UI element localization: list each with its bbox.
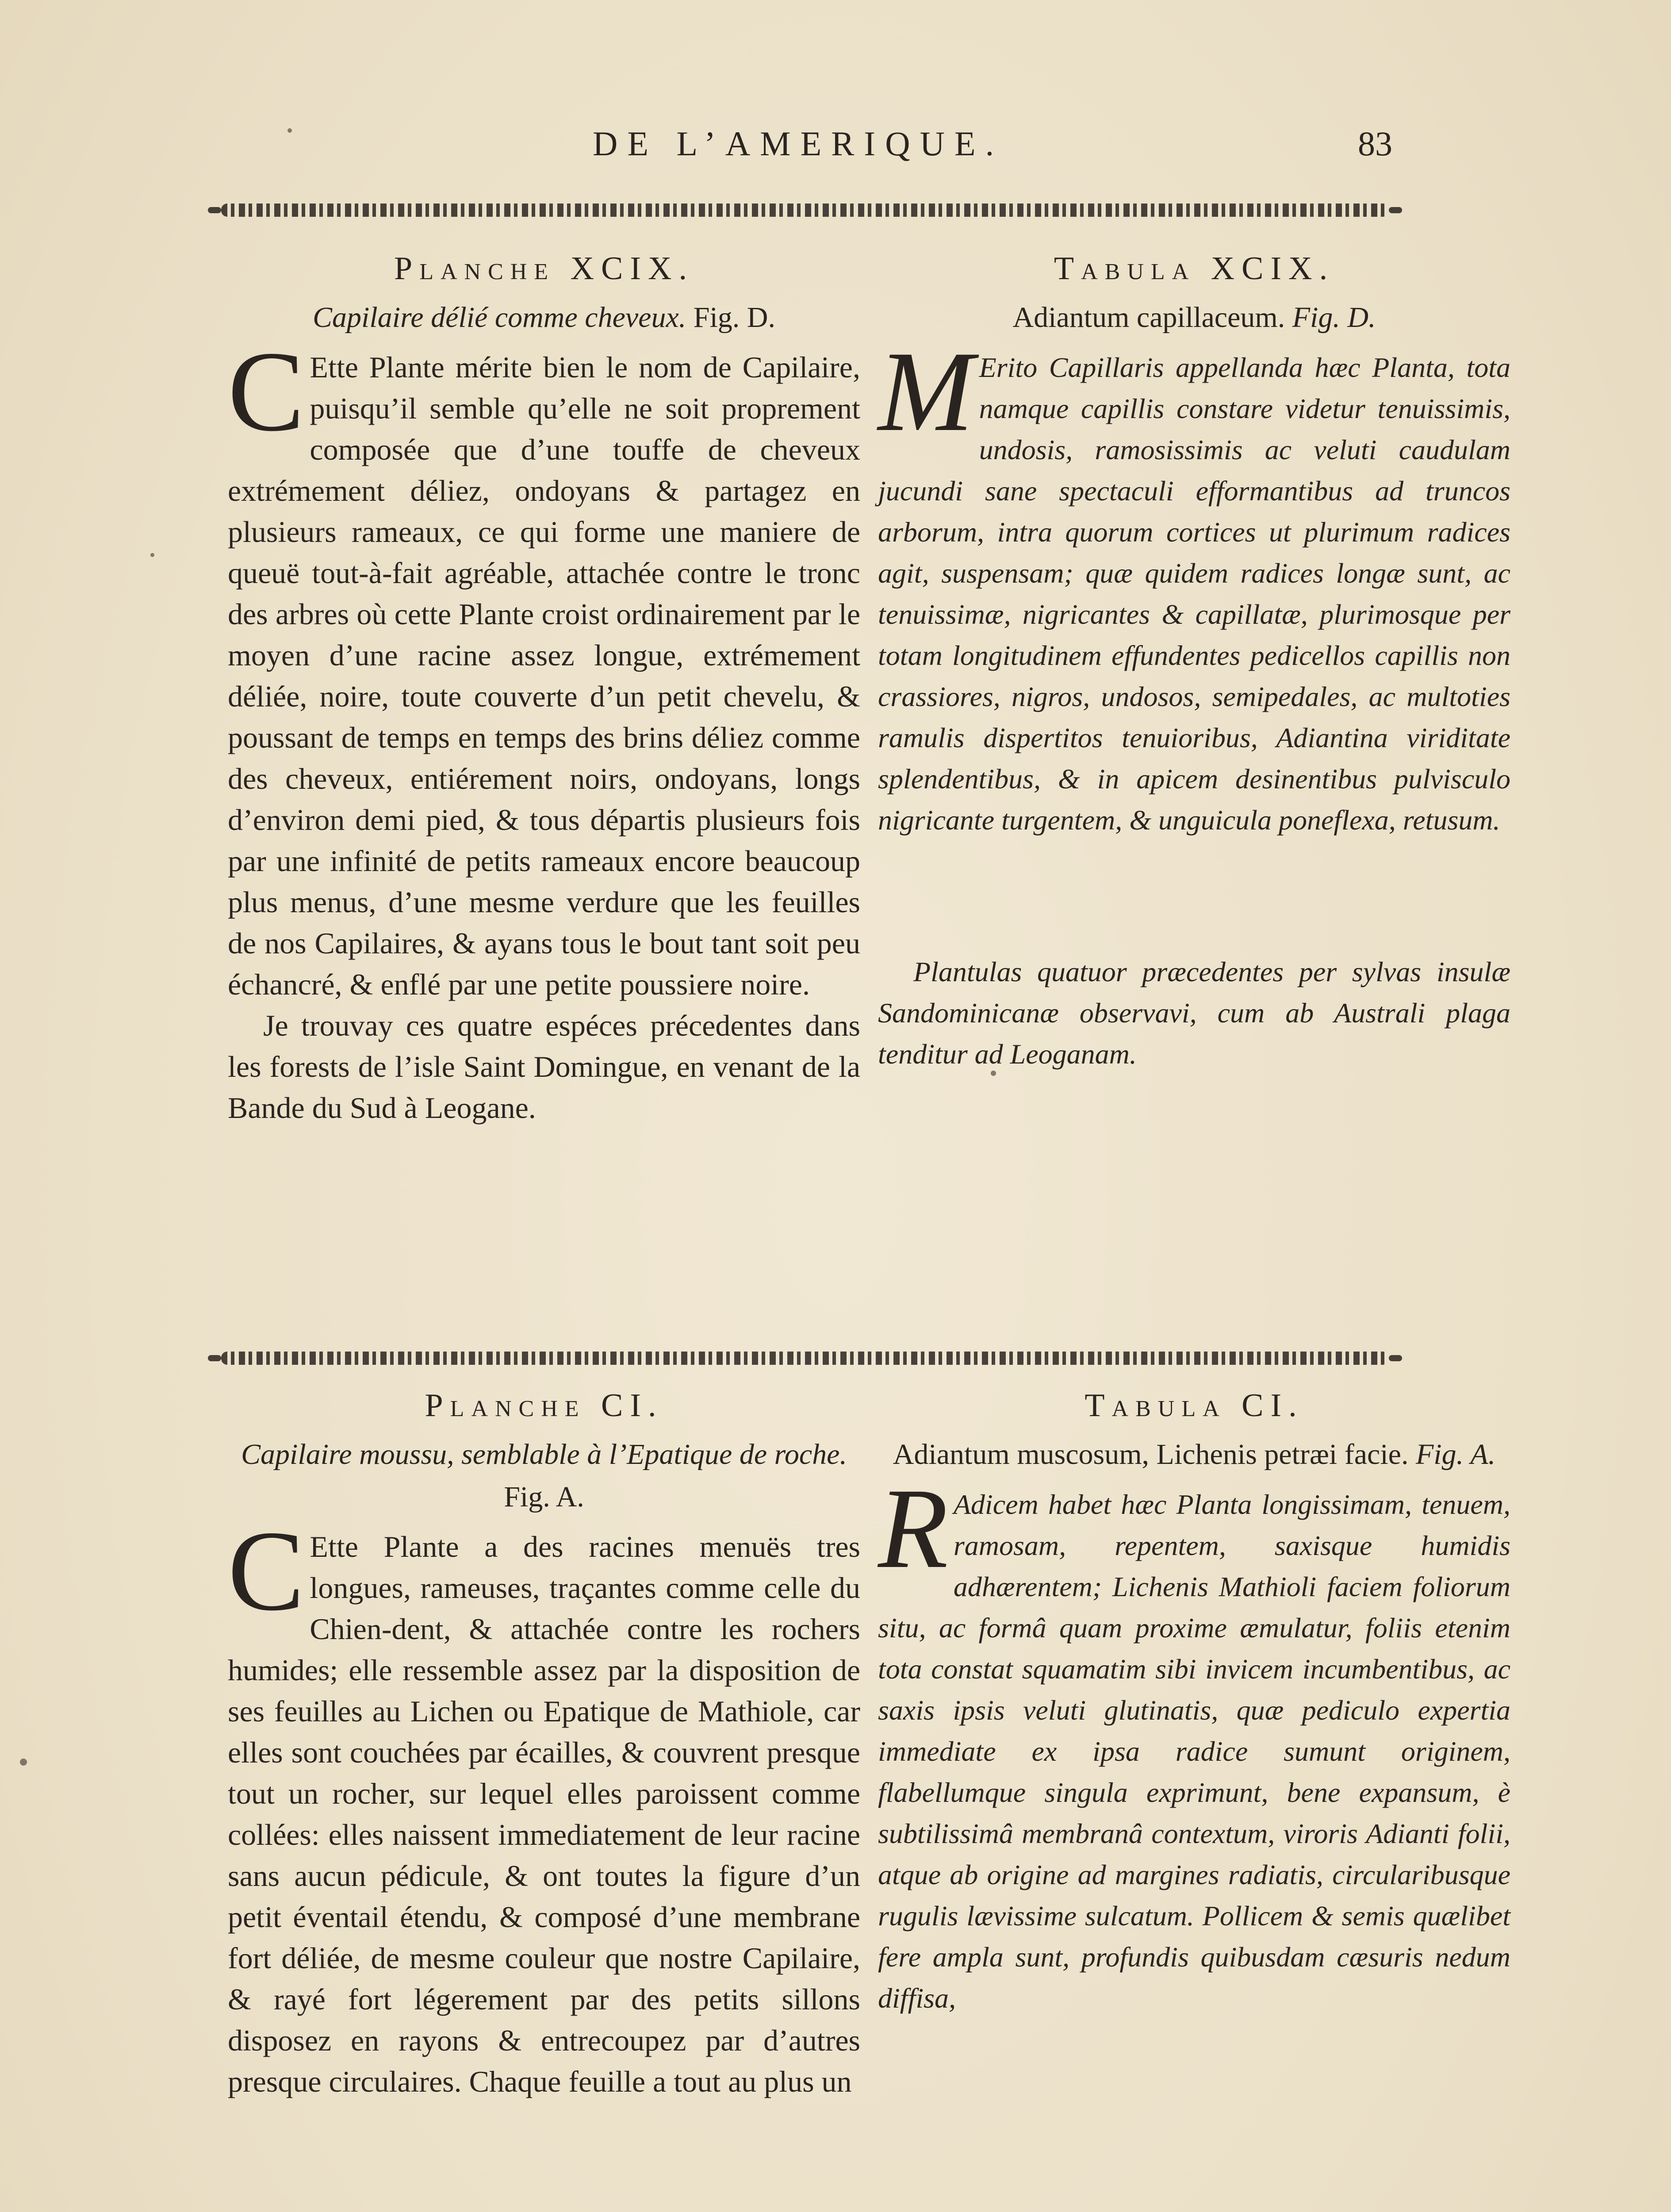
- running-title: DE L’AMERIQUE.: [593, 124, 1004, 163]
- section1-fr-paragraph: [228, 328, 860, 1005]
- section2-fr-figure: Fig. A.: [504, 1481, 584, 1513]
- section2-fr-subheading: [228, 1433, 860, 1518]
- section1-la-text: Erito Capillaris appellanda hæc Planta, tota namque capillis constare videtur tenuissimis, undosis, ramosissimis ac veluti caudulam jucundi sane spectaculi efformantibus ad truncos arborum, intra quorum cortices ut plurimum radices agit, suspensam; quæ quidem radices longæ sunt, ac tenuissimæ, nigricantes & capillatæ, plurimosque per totam longitudinem effundentes pedicellos capillis non crassiores, nigros, undosos, semipedales, ac multoties ramulis dispertitos tenuioribus, Adiantina viriditate splendentibus, & in apicem desinentibus pulvisculo nigricante turgentem, & unguicula poneflexa, retusum.: [878, 352, 1510, 836]
- section1-la-heading: Tabula XCIX.: [1054, 250, 1335, 287]
- ornamental-rule-top: [221, 204, 1389, 217]
- section2-latin-column: [878, 1387, 1510, 2019]
- section1-la-dropcap: M: [878, 328, 974, 455]
- section2-french-column: [228, 1387, 860, 2102]
- section1-latin-column: [878, 250, 1510, 1075]
- paper-speck: [150, 553, 154, 557]
- section1-la-paragraph: [878, 328, 1510, 841]
- section1-la-paragraph-2: Plantulas quatuor præcedentes per sylvas insulæ Sandominicanæ observavi, cum ab Australi plaga tenditur ad Leoganam.: [878, 956, 1510, 1070]
- section1-fr-heading: Planche XCIX.: [394, 250, 694, 287]
- section2-fr-text: Ette Plante a des racines menuës tres longues, rameuses, traçantes comme celle du Chien-dent, & attachée contre les rochers humides; elle ressemble assez par la disposition de ses feuilles au Lichen ou Epatique de Mathiole, car elles sont couchées par écailles, & couvrent presque tout un rocher, sur lequel elles paroissent comme collées: elles naissent immediatement de leur racine sans aucun pédicule, & ont toutes la figure d’un petit éventail étendu, & composé d’une membrane fort déliée, de mesme couleur que nostre Capilaire, & rayé fort légerement par des petits sillons disposez en rayons & entrecoupez par d’autres presque circulaires. Chaque feuille a tout au plus un: [228, 1530, 860, 2098]
- section2-la-subheading: [878, 1433, 1510, 1476]
- section2-fr-heading: Planche CI.: [425, 1387, 663, 1424]
- section1-fr-paragraph-2: Je trouvay ces quatre espéces précedentes dans les forests de l’isle Saint Domingue, en venant de la Bande du Sud à Leogane.: [228, 1009, 860, 1125]
- paper-speck: [991, 1071, 996, 1076]
- ornamental-rule-middle: [221, 1352, 1389, 1365]
- section2-fr-subtitle: Capilaire moussu, semblable à l’Epatique de roche.: [241, 1438, 847, 1471]
- section1-fr-dropcap: C: [228, 328, 305, 455]
- section1-french-column: [228, 250, 860, 1129]
- section1-la-subtitle: Adiantum capillaceum.: [1012, 301, 1285, 334]
- paper-speck: [287, 128, 292, 133]
- section2-la-text: Adicem habet hæc Planta longissimam, tenuem, ramosam, repentem, saxisque humidis adhærentem; Lichenis Mathioli faciem foliorum situ, ac formâ quam proxime æmulatur, foliis etenim tota constat squamatim sibi invicem incumbentibus, ac saxis ipsis veluti glutinatis, quæ pediculo expertia immediate ex ipsa radice sumunt originem, flabellumque singula exprimunt, bene expansum, è subtilissimâ membranâ contextum, viroris Adianti folii, atque ab origine ad margines radiatis, circularibusque rugulis lævissime sulcatum. Pollicem & semis quælibet fere ampla sunt, profundis quibusdam cæsuris nedum diffisa,: [878, 1489, 1510, 2014]
- section2-la-dropcap: R: [878, 1465, 948, 1592]
- section1-fr-subheading: [228, 296, 860, 339]
- section1-fr-figure: Fig. D.: [693, 301, 775, 334]
- paper-speck: [20, 1759, 27, 1766]
- section2-la-paragraph: [878, 1465, 1510, 2019]
- section1-fr-subtitle: Capilaire délié comme cheveux.: [313, 301, 686, 334]
- section2-la-heading: Tabula CI.: [1085, 1387, 1304, 1424]
- section2-fr-paragraph: [228, 1507, 860, 2102]
- running-head: [0, 119, 1671, 173]
- page-number: 83: [1358, 124, 1392, 163]
- section1-fr-text: Ette Plante mérite bien le nom de Capilaire, puisqu’il semble qu’elle ne soit proprement composée que d’une touffe de cheveux extrémement déliez, ondoyans & partagez en plusieurs rameaux, ce qui forme une maniere de queuë tout-à-fait agréable, attachée contre le tronc des arbres où cette Plante croist ordinairement par le moyen d’une racine assez longue, extrémement déliée, noire, toute couverte d’un petit chevelu, & poussant de temps en temps des brins déliez comme des cheveux, entiérement noirs, ondoyans, longs d’environ demi pied, & tous départis plusieurs fois par une infinité de petits rameaux encore beaucoup plus menus, d’une mesme verdure que les feuilles de nos Capilaires, & ayans tous le bout tant soit peu échancré, & enflé par une petite poussiere noire.: [228, 350, 860, 1001]
- section2-la-figure: Fig. A.: [1415, 1438, 1496, 1471]
- section2-fr-dropcap: C: [228, 1507, 305, 1635]
- section2-la-subtitle: Adiantum muscosum, Lichenis petræi facie.: [893, 1438, 1409, 1471]
- section1-la-figure: Fig. D.: [1292, 301, 1376, 334]
